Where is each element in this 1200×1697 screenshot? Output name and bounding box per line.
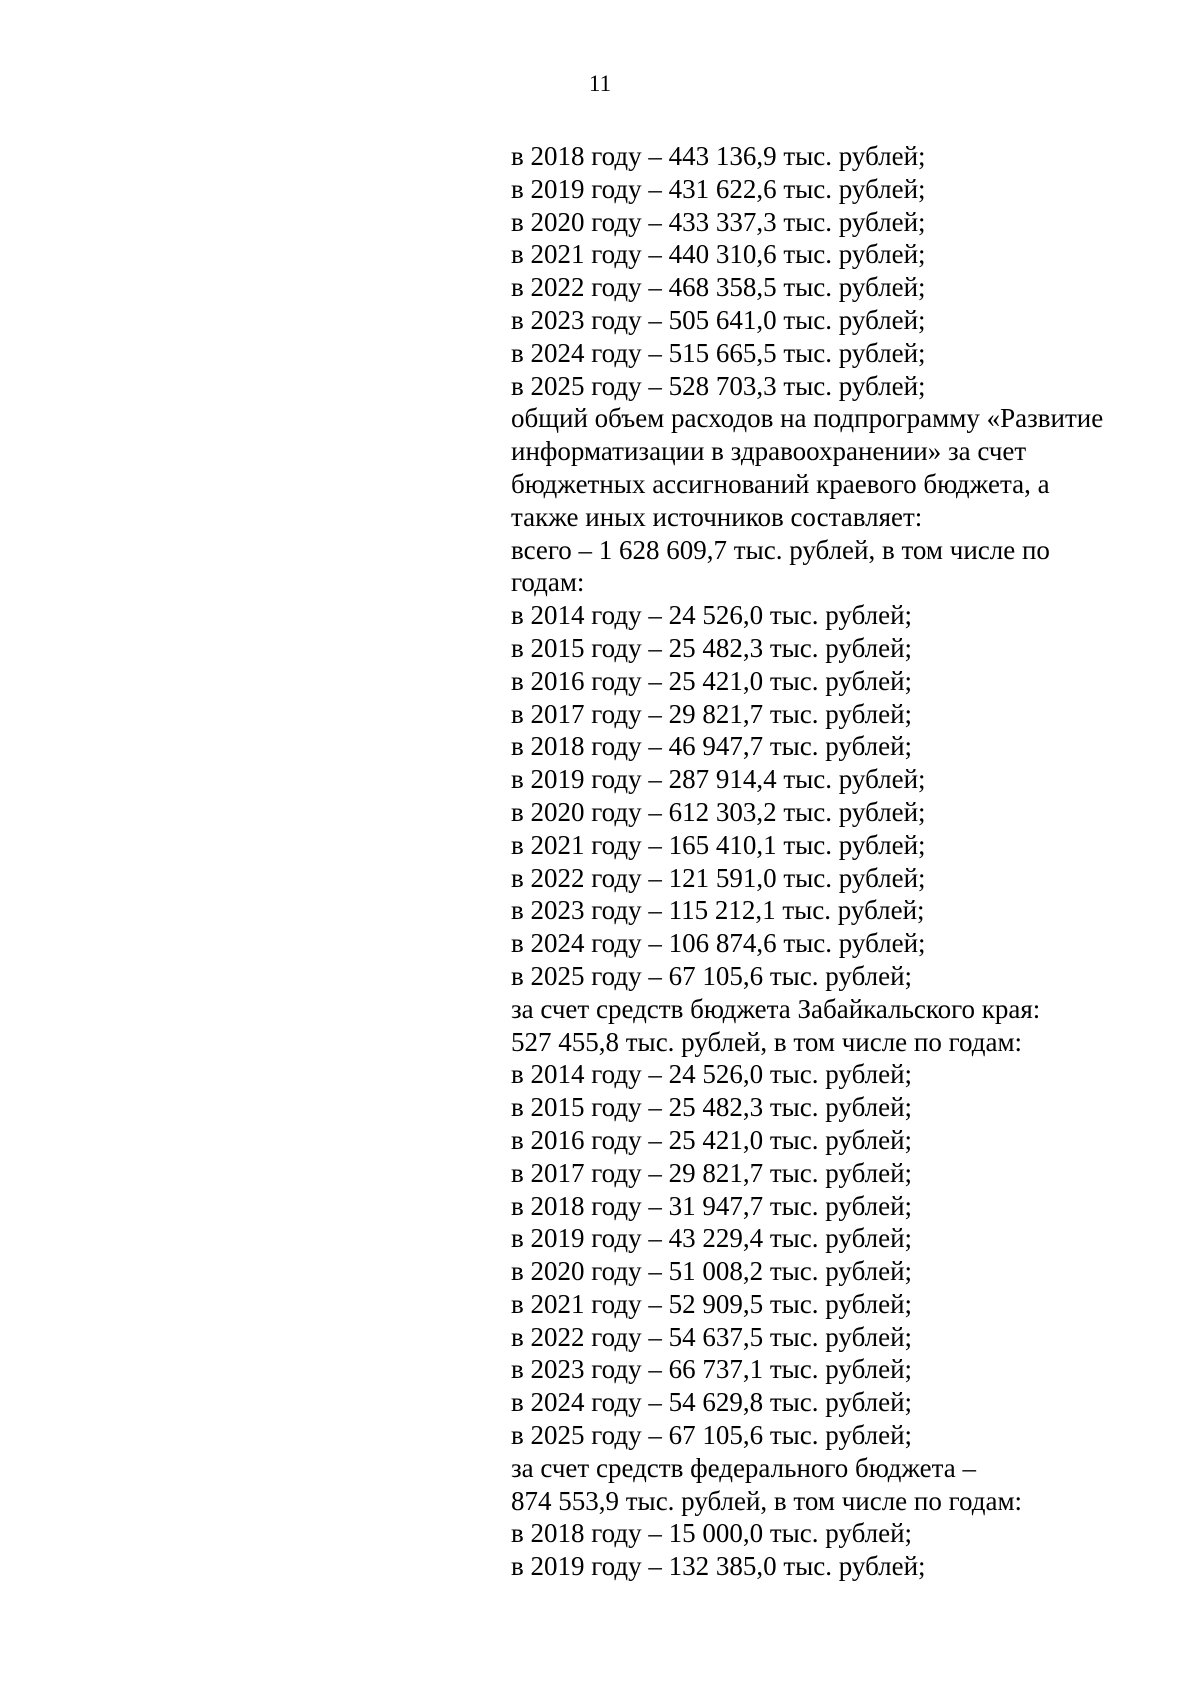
text-line: в 2023 году – 115 212,1 тыс. рублей;: [511, 895, 925, 926]
text-line: в 2019 году – 132 385,0 тыс. рублей;: [511, 1551, 926, 1582]
text-line: в 2020 году – 612 303,2 тыс. рублей;: [511, 796, 926, 827]
text-line: в 2018 году – 31 947,7 тыс. рублей;: [511, 1190, 913, 1221]
text-line: в 2020 году – 433 337,3 тыс. рублей;: [511, 206, 926, 237]
text-line: в 2022 году – 121 591,0 тыс. рублей;: [511, 862, 926, 893]
text-line: за счет средств бюджета Забайкальского края:: [511, 993, 1041, 1024]
text-line: общий объем расходов на подпрограмму «Развитие: [511, 403, 1104, 434]
text-line: в 2021 году – 165 410,1 тыс. рублей;: [511, 829, 926, 860]
text-line: за счет средств федерального бюджета –: [511, 1452, 976, 1483]
text-line: в 2022 году – 54 637,5 тыс. рублей;: [511, 1321, 913, 1352]
text-line: в 2015 году – 25 482,3 тыс. рублей;: [511, 632, 913, 663]
text-line: в 2017 году – 29 821,7 тыс. рублей;: [511, 698, 913, 729]
text-line: в 2017 году – 29 821,7 тыс. рублей;: [511, 1157, 913, 1188]
text-line: в 2016 году – 25 421,0 тыс. рублей;: [511, 1124, 913, 1155]
text-line: в 2025 году – 528 703,3 тыс. рублей;: [511, 370, 926, 401]
text-line: в 2019 году – 431 622,6 тыс. рублей;: [511, 173, 926, 204]
text-line: в 2024 году – 515 665,5 тыс. рублей;: [511, 337, 926, 368]
text-line: 874 553,9 тыс. рублей, в том числе по годам:: [511, 1485, 1023, 1516]
text-line: бюджетных ассигнований краевого бюджета, а: [511, 468, 1050, 499]
text-line: в 2020 году – 51 008,2 тыс. рублей;: [511, 1256, 913, 1287]
text-line: в 2019 году – 43 229,4 тыс. рублей;: [511, 1223, 913, 1254]
text-line: всего – 1 628 609,7 тыс. рублей, в том числе по: [511, 534, 1050, 565]
text-line: годам:: [511, 567, 585, 598]
text-line: 527 455,8 тыс. рублей, в том числе по годам:: [511, 1026, 1023, 1057]
text-line: в 2019 году – 287 914,4 тыс. рублей;: [511, 764, 926, 795]
text-line: в 2023 году – 505 641,0 тыс. рублей;: [511, 304, 926, 335]
text-line: в 2024 году – 106 874,6 тыс. рублей;: [511, 928, 926, 959]
text-line: в 2018 году – 46 947,7 тыс. рублей;: [511, 731, 913, 762]
text-line: также иных источников составляет:: [511, 501, 923, 532]
page-number: 11: [588, 71, 612, 96]
text-line: в 2015 году – 25 482,3 тыс. рублей;: [511, 1092, 913, 1123]
text-line: в 2024 году – 54 629,8 тыс. рублей;: [511, 1387, 913, 1418]
text-line: в 2023 году – 66 737,1 тыс. рублей;: [511, 1354, 913, 1385]
text-line: в 2025 году – 67 105,6 тыс. рублей;: [511, 960, 913, 991]
document-text-block: [511, 140, 1171, 1583]
text-line: в 2014 году – 24 526,0 тыс. рублей;: [511, 1059, 913, 1090]
text-line: в 2014 году – 24 526,0 тыс. рублей;: [511, 600, 913, 631]
text-line: в 2021 году – 52 909,5 тыс. рублей;: [511, 1288, 913, 1319]
text-line: в 2021 году – 440 310,6 тыс. рублей;: [511, 239, 926, 270]
text-line: в 2022 году – 468 358,5 тыс. рублей;: [511, 272, 926, 303]
text-line: информатизации в здравоохранении» за счет: [511, 436, 1027, 467]
text-line: в 2016 году – 25 421,0 тыс. рублей;: [511, 665, 913, 696]
text-line: в 2025 году – 67 105,6 тыс. рублей;: [511, 1420, 913, 1451]
text-line: в 2018 году – 15 000,0 тыс. рублей;: [511, 1518, 913, 1549]
text-line: в 2018 году – 443 136,9 тыс. рублей;: [511, 141, 926, 171]
